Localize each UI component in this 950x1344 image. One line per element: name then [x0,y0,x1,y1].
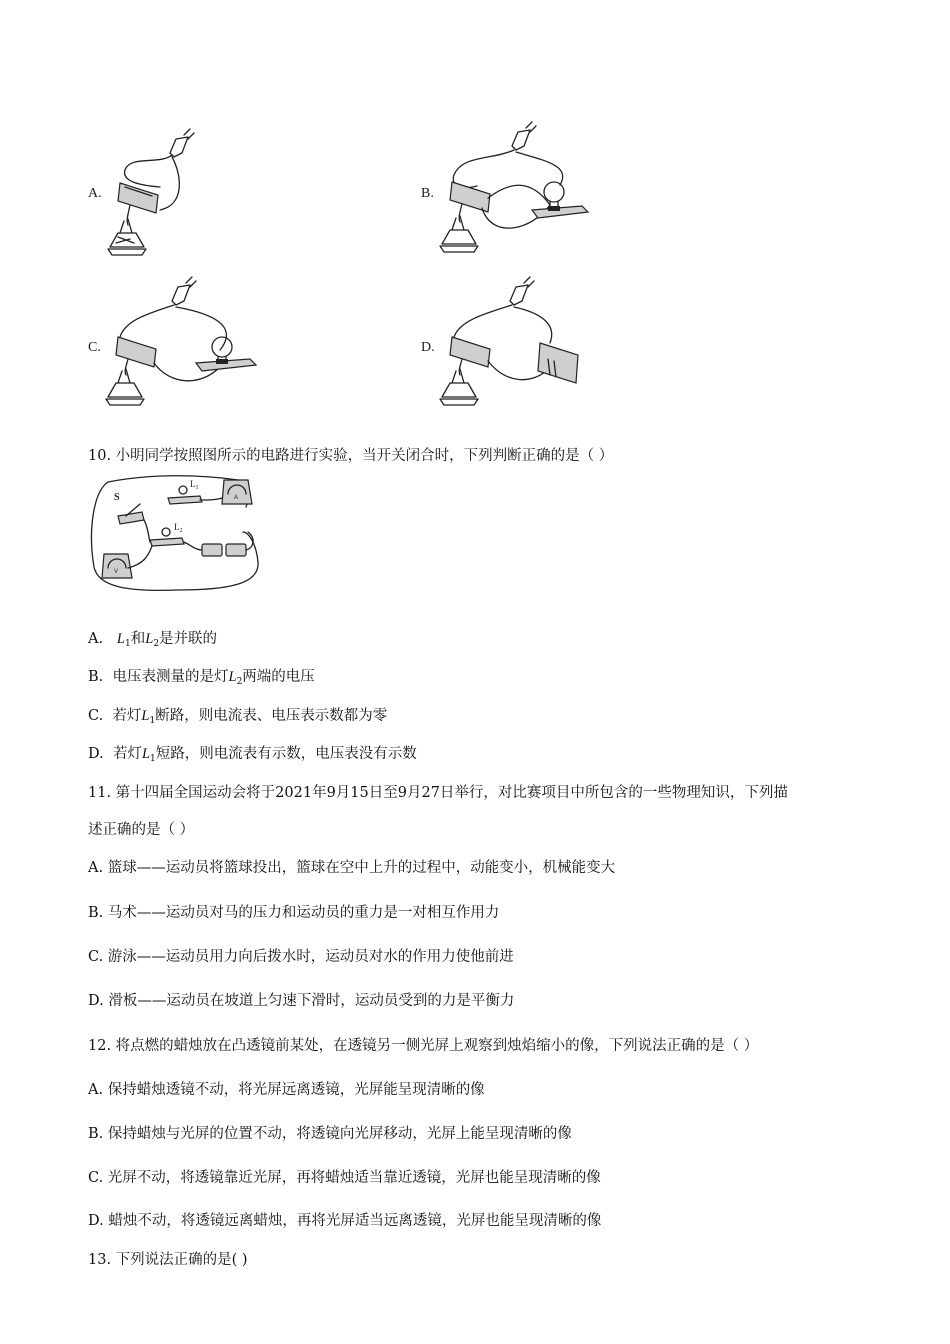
option-b-label: B. [421,186,434,201]
q12-option-d: D. 蜡烛不动，将透镜远离蜡烛，再将光屏适当远离透镜，光屏也能呈现清晰的像 [88,1213,602,1229]
q10-option-b: B. 电压表测量的是灯$L_2$两端的电压 [88,669,315,687]
option-a-label: A. [88,186,102,201]
q12-option-a: A. 保持蜡烛透镜不动，将光屏远离透镜，光屏能呈现清晰的像 [88,1082,485,1098]
option-d-label: D. [421,340,435,355]
q11-option-b: B. 马术——运动员对马的压力和运动员的重力是一对相互作用力 [88,905,500,921]
figure-option-b [432,120,592,265]
switch-label: S [114,492,120,503]
voltmeter-label: V [114,569,119,575]
ammeter-label: A [234,495,239,501]
q11-option-d: D. 滑板——运动员在坡道上匀速下滑时，运动员受到的力是平衡力 [88,993,515,1009]
q11-stem-line1: 11. 第十四届全国运动会将于2021年9月15日至9月27日举行，对比赛项目中所包含的一些物理知识，下列描 [88,785,788,801]
q10-circuit-figure [88,472,263,597]
q10-option-d: D. 若灯$L_1$短路，则电流表有示数，电压表没有示数 [88,746,417,764]
q11-option-a: A. 篮球——运动员将篮球投出，篮球在空中上升的过程中，动能变小，机械能变大 [88,860,616,876]
lamp2-label: $L_2$ [174,522,183,534]
q12-option-b: B. 保持蜡烛与光屏的位置不动，将透镜向光屏移动，光屏上能呈现清晰的像 [88,1126,572,1142]
q13-stem: 13. 下列说法正确的是( ) [88,1252,248,1268]
q10-stem: 10. 小明同学按照图所示的电路进行实验，当开关闭合时，下列判断正确的是（ ） [88,448,614,464]
figure-option-a [100,125,210,265]
figure-option-c [100,275,260,415]
q10-option-a: A. $L_1$和$L_2$是并联的 [88,631,218,649]
q11-option-c: C. 游泳——运动员用力向后拨水时，运动员对水的作用力使他前进 [88,949,514,965]
q12-stem: 12. 将点燃的蜡烛放在凸透镜前某处，在透镜另一侧光屏上观察到烛焰缩小的像，下列说法正确的是（ ） [88,1038,759,1054]
lamp1-label: $L_1$ [190,479,199,491]
q10-option-c: C. 若灯$L_1$断路，则电流表、电压表示数都为零 [88,708,388,726]
option-c-label: C. [88,340,101,355]
q11-stem-line2: 述正确的是（ ） [88,822,195,838]
figure-option-d [432,275,592,415]
q12-option-c: C. 光屏不动，将透镜靠近光屏，再将蜡烛适当靠近透镜，光屏也能呈现清晰的像 [88,1170,601,1186]
